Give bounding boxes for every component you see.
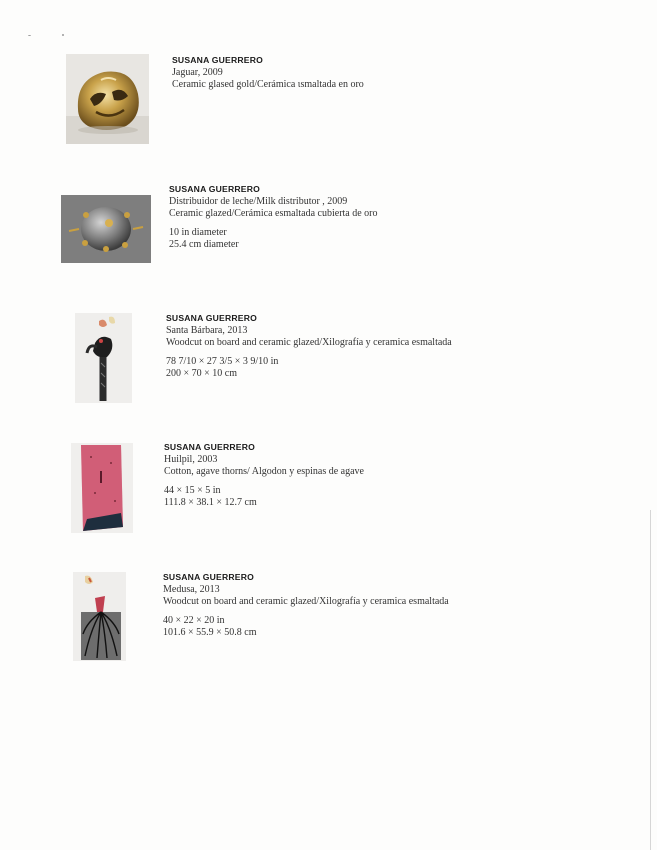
artist-name: SUSANA GUERRERO [172, 55, 264, 65]
artist-name: SUSANA GUERRERO [169, 184, 261, 194]
artwork-dimensions-cm: 101.6 × 55.9 × 50.8 cm [163, 627, 257, 638]
artist-name: SUSANA GUERRERO [164, 442, 256, 452]
artwork-title: Distribuidor de leche/Milk distributor , 2009 [169, 196, 348, 207]
artwork-image-huilpil [71, 443, 133, 533]
artwork-dimensions-cm: 25.4 cm diameter [169, 239, 239, 250]
scan-edge [650, 510, 651, 850]
artwork-medium: Ceramic glazed/Cerámica esmaltada cubierta de oro [169, 208, 378, 219]
artwork-dimensions-in: 78 7/10 × 27 3/5 × 3 9/10 in [166, 356, 279, 367]
artwork-dimensions-in: 10 in diameter [169, 227, 227, 238]
artwork-medium: Woodcut on board and ceramic glazed/Xilografía y ceramica esmaltada [163, 596, 449, 607]
artwork-dimensions-in: 40 × 22 × 20 in [163, 615, 225, 626]
artwork-title: Huilpil, 2003 [164, 454, 218, 465]
artwork-image-milk-distributor [61, 195, 151, 263]
scan-speck [62, 34, 64, 36]
artwork-medium: Cotton, agave thorns/ Algodon y espinas de agave [164, 466, 364, 477]
artist-name: SUSANA GUERRERO [163, 572, 255, 582]
artwork-dimensions-cm: 111.8 × 38.1 × 12.7 cm [164, 497, 257, 508]
artwork-title: Santa Bárbara, 2013 [166, 325, 248, 336]
artwork-medium: Woodcut on board and ceramic glazed/Xilografía y ceramica esmaltada [166, 337, 452, 348]
artwork-dimensions-cm: 200 × 70 × 10 cm [166, 368, 237, 379]
artwork-title: Jaguar, 2009 [172, 67, 223, 78]
artwork-medium: Ceramic glased gold/Cerámica ιsmaltada en oro [172, 79, 364, 90]
artist-name: SUSANA GUERRERO [166, 313, 258, 323]
artwork-dimensions-in: 44 × 15 × 5 in [164, 485, 221, 496]
artwork-image-jaguar [66, 54, 149, 144]
scan-speck [28, 35, 31, 36]
artwork-image-santa-barbara [75, 313, 132, 403]
artwork-image-medusa [73, 572, 126, 661]
artwork-title: Medusa, 2013 [163, 584, 220, 595]
